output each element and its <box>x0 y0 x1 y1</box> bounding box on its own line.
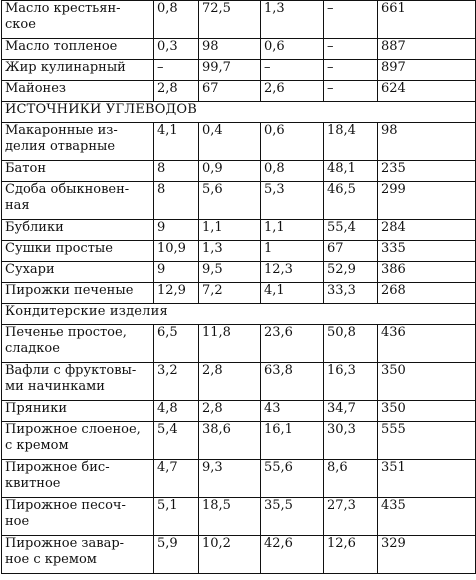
value-cell: 235 <box>378 161 476 182</box>
table-row <box>2 401 476 422</box>
value-cell: 6,5 <box>154 325 199 363</box>
value-cell: 1,3 <box>199 241 261 262</box>
value-cell: 0,6 <box>261 123 324 161</box>
value-cell: 351 <box>378 460 476 498</box>
value-cell: 0,8 <box>154 1 199 39</box>
value-cell: 329 <box>378 536 476 574</box>
value-cell: 5,4 <box>154 422 199 460</box>
value-cell: 30,3 <box>324 422 378 460</box>
value-cell: – <box>261 60 324 81</box>
value-cell: 9 <box>154 220 199 241</box>
table-row <box>2 325 476 363</box>
value-cell: 23,6 <box>261 325 324 363</box>
value-cell: 48,1 <box>324 161 378 182</box>
table-row <box>2 39 476 60</box>
value-cell: 0,4 <box>199 123 261 161</box>
product-name-cell: Сушки простые <box>2 241 154 262</box>
table-row <box>2 241 476 262</box>
value-cell: 18,5 <box>199 498 261 536</box>
value-cell: 38,6 <box>199 422 261 460</box>
value-cell: 46,5 <box>324 182 378 220</box>
value-cell: 4,7 <box>154 460 199 498</box>
product-name-cell: Макаронные из- делия отварные <box>2 123 154 161</box>
value-cell: 897 <box>378 60 476 81</box>
product-name-cell: Масло крестьян- ское <box>2 1 154 39</box>
value-cell: – <box>324 60 378 81</box>
section-header-row <box>2 102 476 123</box>
value-cell: 5,6 <box>199 182 261 220</box>
value-cell: 72,5 <box>199 1 261 39</box>
value-cell: 8 <box>154 161 199 182</box>
value-cell: 27,3 <box>324 498 378 536</box>
value-cell: 12,6 <box>324 536 378 574</box>
value-cell: 2,6 <box>261 81 324 102</box>
value-cell: 8,6 <box>324 460 378 498</box>
table-row <box>2 536 476 574</box>
value-cell: – <box>154 60 199 81</box>
value-cell: 2,8 <box>199 401 261 422</box>
value-cell: 98 <box>199 39 261 60</box>
value-cell: 435 <box>378 498 476 536</box>
table-row <box>2 60 476 81</box>
value-cell: 350 <box>378 401 476 422</box>
product-name-cell: Пирожное завар- ное с кремом <box>2 536 154 574</box>
value-cell: 2,8 <box>154 81 199 102</box>
value-cell: 1 <box>261 241 324 262</box>
product-name-cell: Пирожное слоеное, с кремом <box>2 422 154 460</box>
value-cell: 35,5 <box>261 498 324 536</box>
value-cell: 2,8 <box>199 363 261 401</box>
value-cell: 661 <box>378 1 476 39</box>
value-cell: 5,3 <box>261 182 324 220</box>
table-row <box>2 1 476 39</box>
value-cell: 12,9 <box>154 283 199 304</box>
value-cell: 386 <box>378 262 476 283</box>
value-cell: 55,4 <box>324 220 378 241</box>
value-cell: – <box>324 1 378 39</box>
nutrition-table <box>1 0 476 574</box>
value-cell: 11,8 <box>199 325 261 363</box>
value-cell: 12,3 <box>261 262 324 283</box>
value-cell: 42,6 <box>261 536 324 574</box>
product-name-cell: Батон <box>2 161 154 182</box>
table-row <box>2 220 476 241</box>
value-cell: 436 <box>378 325 476 363</box>
product-name-cell: Пирожное бис- квитное <box>2 460 154 498</box>
section-title: Кондитерские изделия <box>2 304 476 325</box>
value-cell: 0,9 <box>199 161 261 182</box>
value-cell: 1,1 <box>261 220 324 241</box>
nutrition-table-body <box>2 1 476 574</box>
table-row <box>2 81 476 102</box>
product-name-cell: Бублики <box>2 220 154 241</box>
value-cell: 55,6 <box>261 460 324 498</box>
value-cell: 9,5 <box>199 262 261 283</box>
product-name-cell: Пирожки печеные <box>2 283 154 304</box>
value-cell: 98 <box>378 123 476 161</box>
value-cell: 624 <box>378 81 476 102</box>
value-cell: 34,7 <box>324 401 378 422</box>
value-cell: 33,3 <box>324 283 378 304</box>
value-cell: 350 <box>378 363 476 401</box>
table-row <box>2 262 476 283</box>
value-cell: 52,9 <box>324 262 378 283</box>
value-cell: 10,9 <box>154 241 199 262</box>
value-cell: 43 <box>261 401 324 422</box>
value-cell: 1,3 <box>261 1 324 39</box>
value-cell: 10,2 <box>199 536 261 574</box>
table-row <box>2 363 476 401</box>
value-cell: 1,1 <box>199 220 261 241</box>
product-name-cell: Масло топленое <box>2 39 154 60</box>
table-row <box>2 498 476 536</box>
value-cell: 284 <box>378 220 476 241</box>
value-cell: 16,3 <box>324 363 378 401</box>
value-cell: 7,2 <box>199 283 261 304</box>
value-cell: 16,1 <box>261 422 324 460</box>
value-cell: 99,7 <box>199 60 261 81</box>
product-name-cell: Майонез <box>2 81 154 102</box>
value-cell: 4,1 <box>154 123 199 161</box>
value-cell: 4,8 <box>154 401 199 422</box>
value-cell: 335 <box>378 241 476 262</box>
table-row <box>2 460 476 498</box>
value-cell: 5,9 <box>154 536 199 574</box>
value-cell: 67 <box>199 81 261 102</box>
section-title: ИСТОЧНИКИ УГЛЕВОДОВ <box>2 102 476 123</box>
value-cell: 0,3 <box>154 39 199 60</box>
value-cell: – <box>324 39 378 60</box>
value-cell: 268 <box>378 283 476 304</box>
product-name-cell: Сухари <box>2 262 154 283</box>
value-cell: 0,8 <box>261 161 324 182</box>
value-cell: 67 <box>324 241 378 262</box>
value-cell: 9,3 <box>199 460 261 498</box>
value-cell: 5,1 <box>154 498 199 536</box>
value-cell: 299 <box>378 182 476 220</box>
value-cell: – <box>324 81 378 102</box>
table-row <box>2 123 476 161</box>
value-cell: 50,8 <box>324 325 378 363</box>
value-cell: 887 <box>378 39 476 60</box>
value-cell: 9 <box>154 262 199 283</box>
value-cell: 18,4 <box>324 123 378 161</box>
table-row <box>2 422 476 460</box>
value-cell: 555 <box>378 422 476 460</box>
product-name-cell: Сдоба обыкновен- ная <box>2 182 154 220</box>
value-cell: 8 <box>154 182 199 220</box>
value-cell: 63,8 <box>261 363 324 401</box>
table-row <box>2 283 476 304</box>
table-row <box>2 182 476 220</box>
section-header-row <box>2 304 476 325</box>
table-row <box>2 161 476 182</box>
product-name-cell: Жир кулинарный <box>2 60 154 81</box>
value-cell: 0,6 <box>261 39 324 60</box>
product-name-cell: Пирожное песоч- ное <box>2 498 154 536</box>
product-name-cell: Вафли с фруктовы- ми начинками <box>2 363 154 401</box>
value-cell: 4,1 <box>261 283 324 304</box>
product-name-cell: Пряники <box>2 401 154 422</box>
value-cell: 3,2 <box>154 363 199 401</box>
product-name-cell: Печенье простое, сладкое <box>2 325 154 363</box>
